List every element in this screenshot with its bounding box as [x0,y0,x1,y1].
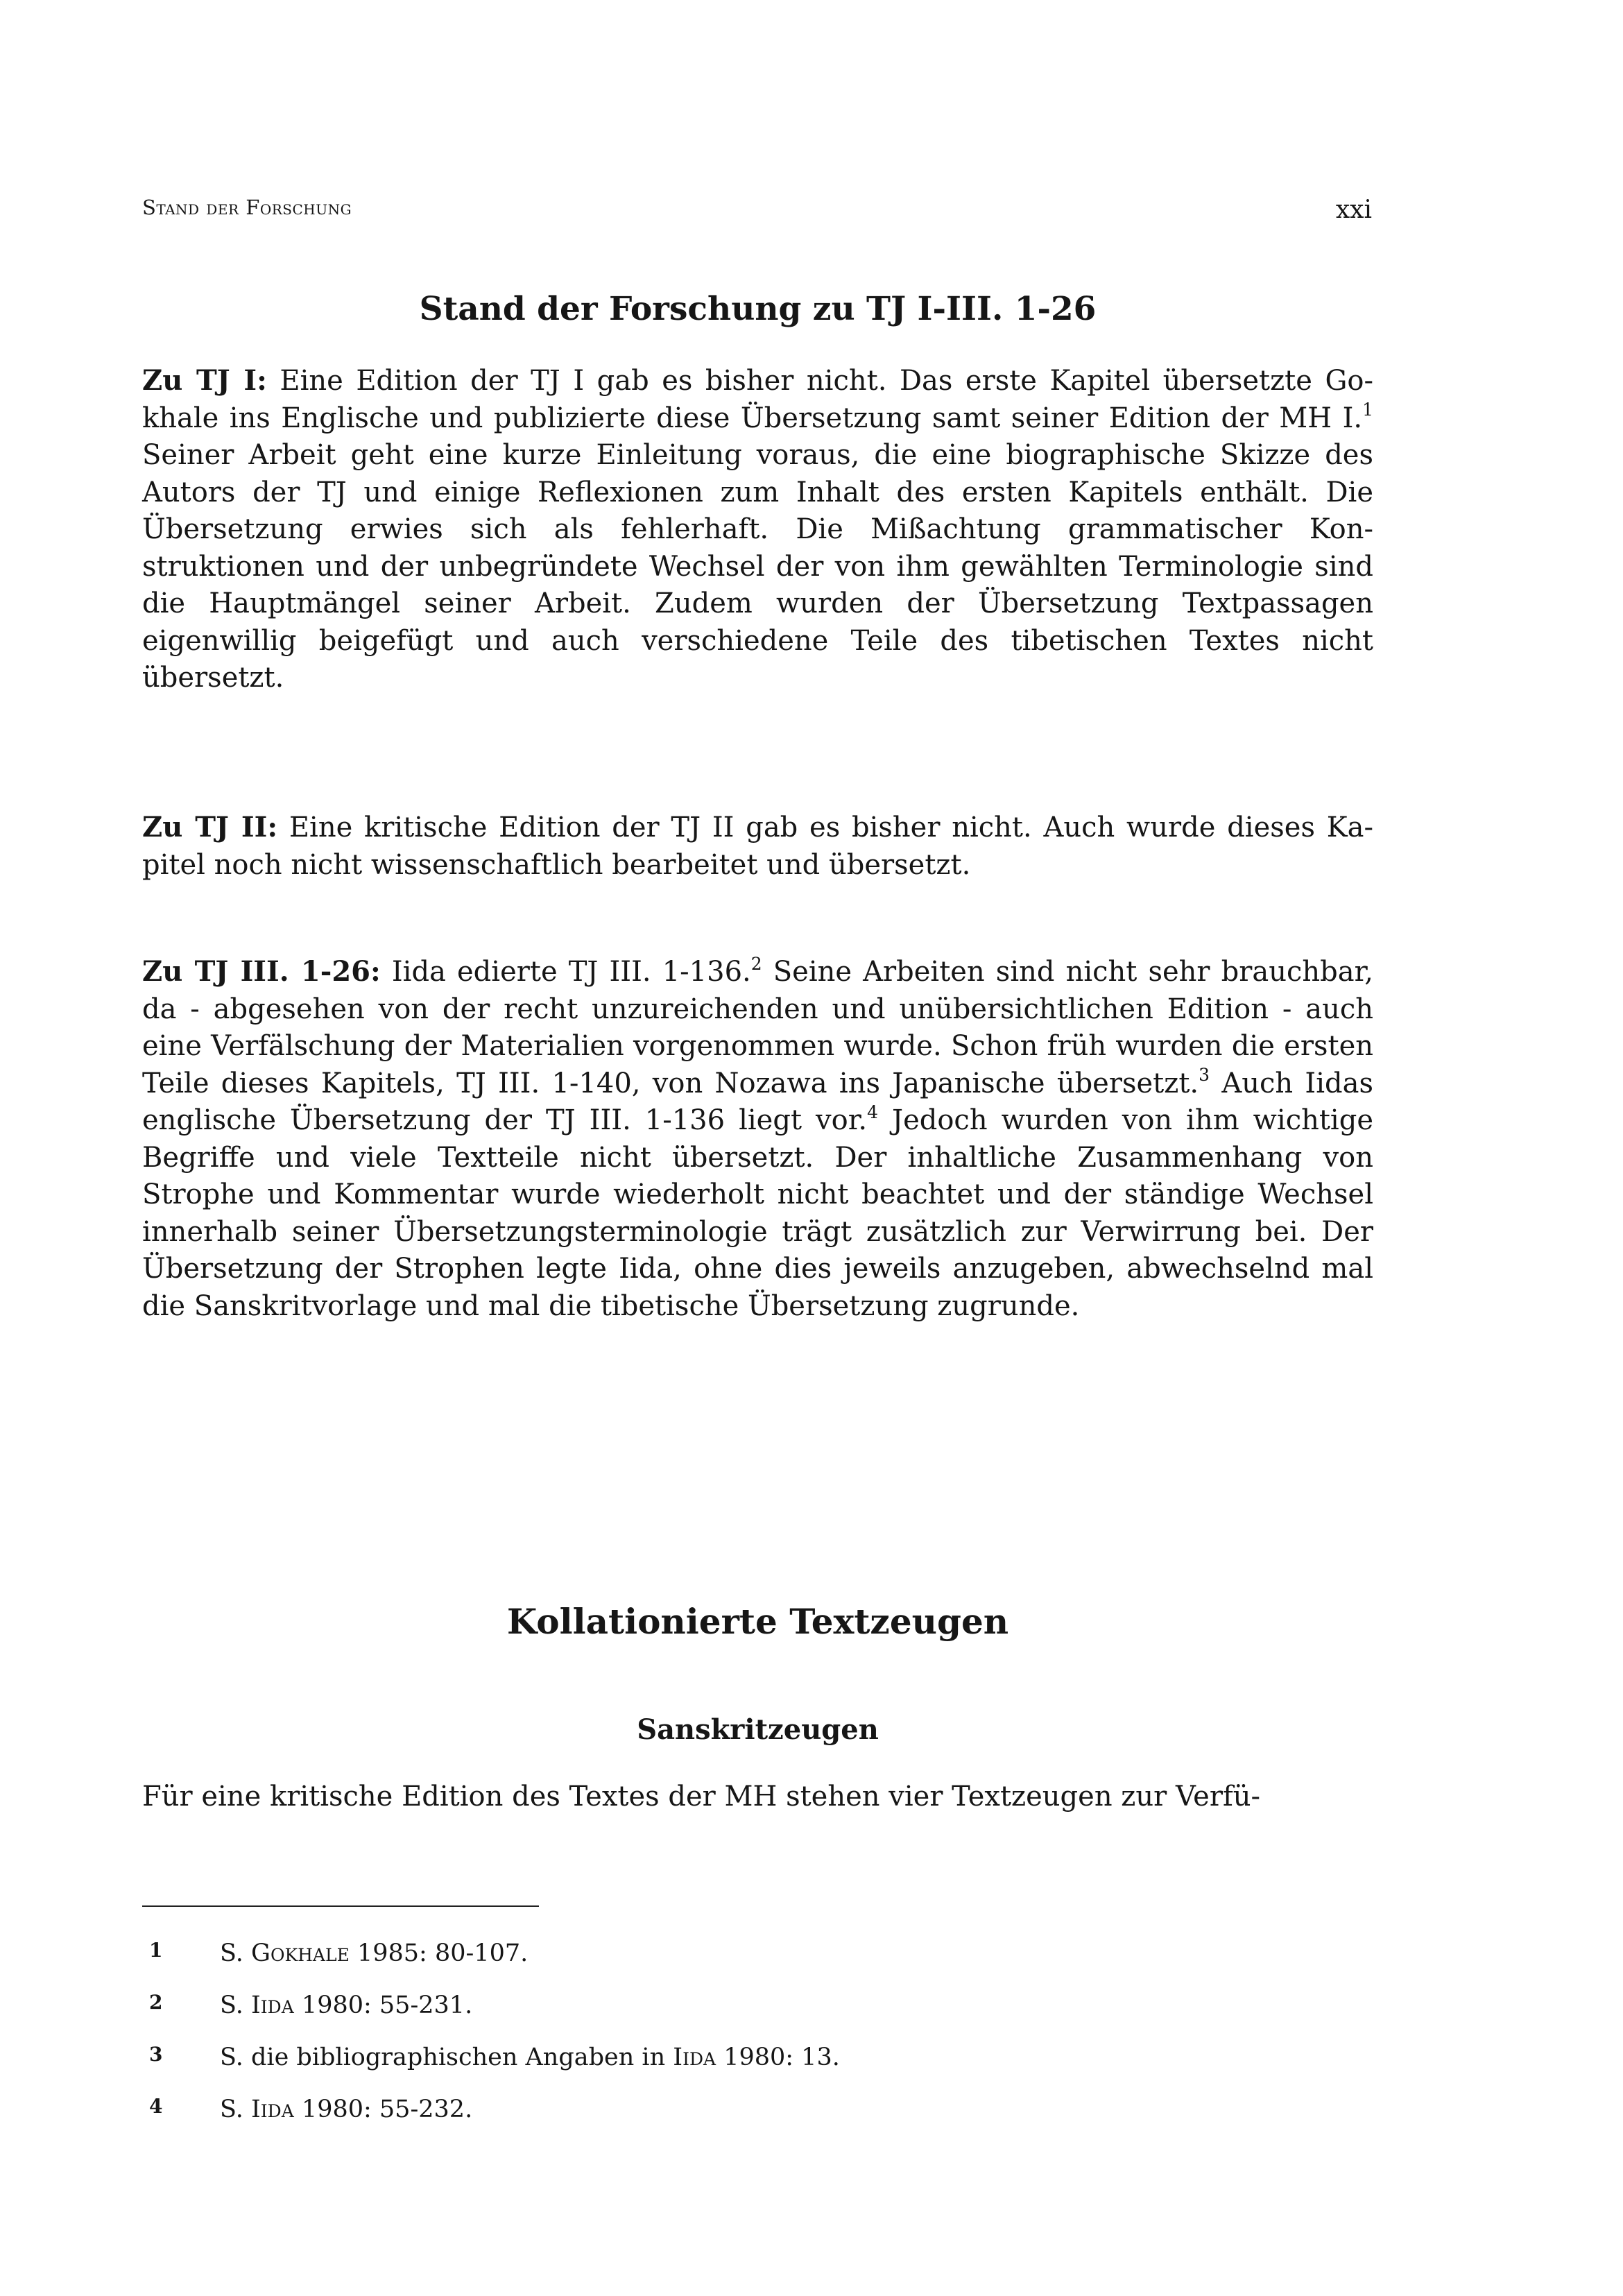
footnote-ref-2[interactable]: 2 [750,953,762,974]
paragraph-text: Eine kritische Edition der TJ II gab es bisher nicht. Auch wurde dieses Kapitel noch nicht wissenschaftlich bearbeitet und übersetzt. [142,812,1373,881]
page-number: xxi [1335,196,1372,224]
footnote-prefix: S. [220,1939,251,1967]
subsection-title-sanskritzeugen: Sanskritzeugen [637,1713,879,1746]
paragraph-text: Jedoch wurden von ihm wichtige Begriffe und viele Textteile nicht übersetzt. Der inhaltliche Zusammenhang von Strophe und Kommentar wurde wiederholt nicht beachtet und der ständige Wechsel innerhalb seiner Übersetzungsterminologie trägt zusätzlich zur Verwirrung bei. Der Übersetzung der Strophen legte Iida, ohne dies jeweils anzugeben, abwechselnd mal die Sanskritvorlage und mal die tibetische Übersetzung zugrunde. [142,1104,1373,1322]
paragraph-text: Auch Iidas englische Übersetzung der TJ III. 1-136 liegt vor. [142,1067,1373,1136]
footnote-prefix: S. [220,2096,251,2123]
paragraph-text: Iida edierte TJ III. 1-136. [380,956,751,988]
footnote-item [142,2091,1373,2143]
footnote-prefix: S. die bibliographischen Angaben in [220,2044,673,2071]
footnote-list [142,1935,1373,2143]
paragraph-lead: Zu TJ I: [142,364,267,397]
footnote-citation: 1980: 55-231. [293,1991,473,2019]
footnote-number: 1 [149,1939,163,1962]
footnote-number: 4 [149,2095,163,2118]
paragraph-lead: Zu TJ III. 1-26: [142,955,381,988]
paragraph-text: Eine Edition der TJ I gab es bisher nicht. Das erste Kapitel übersetzte Gokhale ins Englische und publizierte diese Übersetzung samt seiner Edition der MH I. [142,365,1373,434]
footnote-number: 2 [149,1991,163,2014]
footnote-citation: 1980: 55-232. [293,2096,473,2123]
footnote-item [142,1935,1373,1987]
running-head: Stand der Forschung [142,196,352,219]
paragraph-tj-3 [142,953,1373,1325]
footnote-text [220,2091,472,2127]
footnote-item [142,2039,1373,2091]
paragraph-lead: Zu TJ II: [142,811,278,843]
section-title-textzeugen: Kollationierte Textzeugen [506,1601,1009,1642]
footnote-text [220,2039,840,2075]
footnote-text [220,1987,472,2023]
footnote-ref-4[interactable]: 4 [867,1102,879,1122]
footnote-citation: 1980: 13. [716,2044,840,2071]
paragraph-tj-2 [142,809,1373,884]
paragraph-text: Seine Arbeiten sind nicht sehr brauchbar, da - abgesehen von der recht unzureichenden und unübersichtlichen Edition - auch eine Verfälschung der Materialien vorgenommen wurde. Schon früh wurden die ersten Teile dieses Kapitels, TJ III. 1-140, von Nozawa ins Japanische übersetzt. [142,956,1374,1099]
footnote-author: Iida [250,2096,294,2123]
footnote-item [142,1987,1373,2039]
paragraph-text: Seiner Arbeit geht eine kurze Einleitung voraus, die eine biographische Skizze des Autors der TJ und einige Reflexionen zum Inhalt des ersten Kapitels enthält. Die Übersetzung erwies sich als fehlerhaft. Die Mißachtung grammatischer Konstruktionen und der unbegründete Wechsel der von ihm gewählten Terminologie sind die Hauptmängel seiner Arbeit. Zudem wurden der Übersetzung Textpassagen eigenwillig beigefügt und auch verschiedene Teile des tibetischen Textes nicht übersetzt. [142,439,1373,694]
paragraph-tj-1 [142,362,1373,697]
footnote-author: Iida [673,2044,716,2071]
footnote-citation: 1985: 80-107. [349,1939,529,1967]
paragraph-textzeugen: Für eine kritische Edition des Textes der MH stehen vier Textzeugen zur Verfü- [142,1781,1261,1813]
section-title-forschung: Stand der Forschung zu TJ I-III. 1-26 [419,290,1097,328]
footnote-number: 3 [149,2043,163,2066]
footnote-divider [142,1905,539,1907]
footnote-author: Gokhale [250,1939,350,1967]
footnote-ref-1[interactable]: 1 [1362,400,1373,420]
footnote-text [220,1935,528,1971]
footnote-ref-3[interactable]: 3 [1199,1065,1210,1086]
footnote-author: Iida [250,1991,294,2019]
footnote-prefix: S. [220,1991,251,2019]
